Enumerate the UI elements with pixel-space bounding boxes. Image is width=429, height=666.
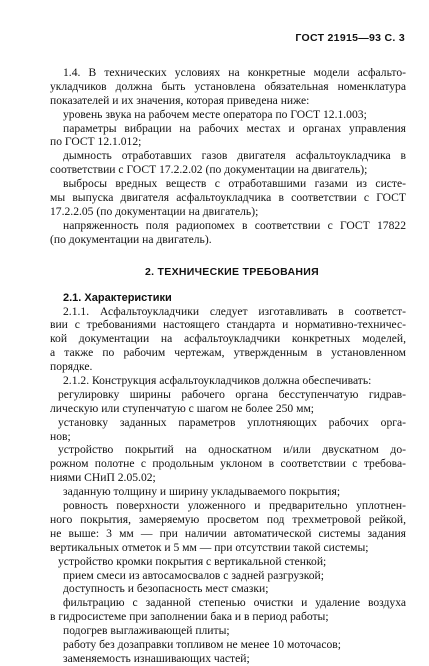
- text-line: устройство покрытий на односкатном и/или двускатном до-: [58, 443, 406, 457]
- text-line: не выше: 3 мм — при наличии автоматической системы задания: [50, 526, 406, 540]
- text-line: устройство кромки покрытия с вертикальной стенкой;: [58, 554, 327, 568]
- text-line: работу без дозаправки топливом не менее 10 моточасов;: [63, 637, 341, 651]
- text-line: ровность поверхности уложенного и предварительно уплотнен-: [63, 499, 406, 513]
- page-header: ГОСТ 21915—93 С. 3: [295, 32, 405, 44]
- text-line: соответствии с ГОСТ 17.2.2.02 (по документации на двигатель);: [50, 163, 368, 177]
- spacer: [50, 279, 406, 291]
- text-line: выбросы вредных веществ с отработавшими газами из систе-: [63, 177, 406, 191]
- text-line: укладчиков должна быть установлена обязательная номенклатура: [50, 79, 406, 93]
- text-line: в гидросистеме при заполнении бака и в период работы;: [50, 610, 329, 624]
- document-body: [50, 66, 406, 666]
- text-line: дымность отработавших газов двигателя асфальтоукладчика в: [63, 149, 406, 163]
- text-line: показателей и их значения, которая приведена ниже:: [50, 93, 310, 107]
- text-line: нов;: [50, 429, 71, 443]
- text-line: напряженность поля радиопомех в соответствии с ГОСТ 17822: [63, 218, 406, 232]
- text-line: параметры вибрации на рабочих местах и органах управления: [63, 121, 406, 135]
- text-line: 2.1.1. Асфальтоукладчики следует изготавливать в соответст-: [63, 304, 406, 318]
- text-line: мы выпуска двигателя асфальтоукладчика в соответствии с ГОСТ: [50, 191, 406, 205]
- text-line: доступность и безопасность мест смазки;: [63, 582, 269, 596]
- text-line: заменяемость изнашивающих частей;: [63, 651, 250, 665]
- text-line: уровень звука на рабочем месте оператора по ГОСТ 12.1.003;: [63, 107, 367, 121]
- text-line: регулировку ширины рабочего органа бесступенчатую гидрав-: [58, 387, 406, 401]
- text-line: подогрев выглаживающей плиты;: [63, 624, 230, 638]
- text-line: 1.4. В технических условиях на конкретные модели асфальто-: [63, 66, 406, 79]
- section-title: 2. ТЕХНИЧЕСКИЕ ТРЕБОВАНИЯ: [144, 265, 320, 278]
- text-line: заданную толщину и ширину укладываемого покрытия;: [63, 485, 341, 499]
- text-line: установку заданных параметров уплотняющих рабочих орга-: [58, 415, 406, 429]
- text-line: ниями СНиП 2.05.02;: [50, 471, 156, 485]
- text-line: (по документации на двигатель).: [50, 232, 212, 246]
- text-line: по ГОСТ 12.1.012;: [50, 135, 142, 149]
- subsection-title: 2.1. Характеристики: [63, 291, 172, 304]
- text-line: кой документации на асфальтоукладчики конкретных моделей,: [50, 332, 406, 346]
- text-line: фильтрацию с заданной степенью очистки и удаление воздуха: [63, 596, 406, 610]
- text-line: вии с требованиями настоящего стандарта и нормативно-техничес-: [50, 318, 406, 332]
- text-line: 2.1.2. Конструкция асфальтоукладчиков должна обеспечивать:: [63, 374, 372, 388]
- text-line: а также по рабочим чертежам, утвержденным в установленном: [50, 346, 406, 360]
- text-line: прием смеси из автосамосвалов с задней разгрузкой;: [63, 568, 324, 582]
- text-line: ного покрытия, замеряемую просветом под трехметровой рейкой,: [50, 512, 406, 526]
- text-line: вертикальных отметок и 5 мм — при отсутствии такой системы;: [50, 540, 369, 554]
- text-line: 17.2.2.05 (по документации на двигатель);: [50, 204, 259, 218]
- text-line: лическую или ступенчатую с шагом не более 250 мм;: [50, 401, 315, 415]
- spacer: [50, 247, 406, 265]
- text-line: порядке.: [50, 360, 93, 374]
- text-line: рожном полотне с продольным уклоном в соответствии с требова-: [50, 457, 406, 471]
